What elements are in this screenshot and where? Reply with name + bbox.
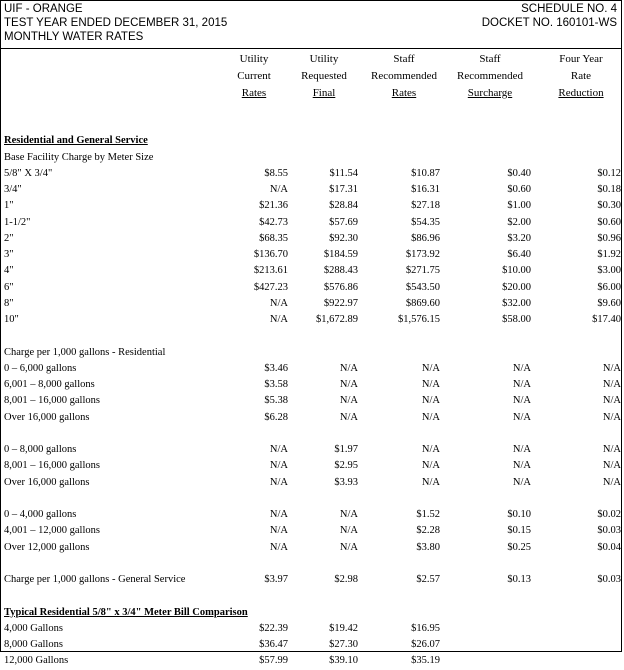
rate-cell: N/A: [339, 395, 358, 407]
rate-cell: $1,672.89: [316, 314, 358, 325]
rate-cell: N/A: [269, 509, 288, 520]
rate-cell: $0.13: [507, 574, 531, 585]
rate-cell: N/A: [421, 476, 440, 488]
row-label: 6,001 – 8,000 gallons: [4, 379, 95, 390]
table-row: [1, 117, 623, 133]
rate-cell: $136.70: [253, 249, 288, 260]
rate-cell: N/A: [269, 297, 288, 309]
rate-cell: $0.15: [507, 525, 531, 537]
row-label: 12,000 Gallons: [4, 655, 69, 667]
rate-cell: N/A: [339, 362, 358, 374]
rate-cell: N/A: [269, 444, 288, 455]
row-label: 5/8" X 3/4": [4, 167, 53, 179]
rate-cell: $27.18: [411, 200, 440, 212]
rate-cell: $0.60: [507, 184, 531, 195]
rate-cell: N/A: [421, 395, 440, 407]
rate-cell: N/A: [269, 460, 288, 472]
column-header-utility-requested: Utility Requested Final: [301, 53, 347, 99]
rate-cell: $0.96: [597, 232, 621, 244]
table-row: [1, 410, 623, 426]
rate-cell: N/A: [512, 395, 531, 407]
rate-cell: N/A: [339, 379, 358, 390]
rate-cell: $36.47: [259, 639, 288, 650]
rate-cell: N/A: [421, 362, 440, 374]
row-label: 8": [4, 297, 14, 309]
rate-cell: N/A: [269, 476, 288, 488]
rate-cell: $92.30: [329, 232, 358, 244]
column-header-staff-recommended-rates: Staff Recommended Rates: [371, 53, 437, 99]
rate-cell: $271.75: [405, 265, 440, 277]
rate-cell: $184.59: [323, 249, 358, 260]
row-label: Base Facility Charge by Meter Size: [4, 151, 154, 163]
table-row: [1, 442, 623, 458]
rate-cell: $19.42: [329, 622, 358, 634]
rate-cell: $57.99: [259, 655, 288, 667]
table-row: [1, 150, 623, 166]
table-row: [1, 393, 623, 409]
table-row: [1, 263, 623, 279]
rate-cell: $543.50: [405, 281, 440, 293]
rate-cell: N/A: [339, 411, 358, 423]
header-divider: [1, 48, 621, 49]
rate-cell: $922.97: [323, 297, 358, 309]
rate-cell: $0.18: [597, 184, 621, 195]
rate-cell: $17.40: [592, 314, 621, 325]
rate-cell: $5.38: [264, 395, 288, 407]
rate-cell: $26.07: [411, 639, 440, 650]
header-schedule-title: MONTHLY WATER RATES: [4, 31, 144, 43]
rate-cell: $2.28: [416, 525, 440, 537]
rate-cell: N/A: [512, 411, 531, 423]
table-row: [1, 312, 623, 328]
column-header-staff-surcharge: Staff Recommended Surcharge: [457, 53, 523, 99]
table-row: [1, 507, 623, 523]
row-label: 8,001 – 16,000 gallons: [4, 395, 100, 407]
rate-cell: $427.23: [253, 281, 288, 293]
table-row: [1, 426, 623, 442]
row-label: Charge per 1,000 gallons - General Service: [4, 574, 186, 585]
row-label: 2": [4, 232, 14, 244]
rate-cell: $0.12: [597, 167, 621, 179]
row-label: 4,000 Gallons: [4, 622, 63, 634]
rate-cell: $10.00: [502, 265, 531, 277]
rate-cell: $32.00: [502, 297, 531, 309]
table-row: [1, 296, 623, 312]
table-row: [1, 637, 623, 653]
row-label: 1": [4, 200, 14, 212]
rate-cell: N/A: [339, 525, 358, 537]
table-row: [1, 361, 623, 377]
rate-cell: $3.93: [334, 476, 358, 488]
table-row: [1, 215, 623, 231]
rate-cell: $10.87: [411, 167, 440, 179]
rate-cell: $6.28: [264, 411, 288, 423]
rate-cell: $0.04: [597, 541, 621, 553]
rate-cell: N/A: [602, 460, 621, 472]
table-row: [1, 345, 623, 361]
table-row: [1, 198, 623, 214]
rate-cell: N/A: [269, 525, 288, 537]
rate-cell: $0.10: [507, 509, 531, 520]
rate-cell: $3.80: [416, 541, 440, 553]
table-row: [1, 133, 623, 149]
rate-cell: $9.60: [597, 297, 621, 309]
row-label: Over 16,000 gallons: [4, 476, 90, 488]
row-label: 6": [4, 281, 14, 293]
rate-cell: N/A: [339, 509, 358, 520]
rate-cell: $22.39: [259, 622, 288, 634]
row-label: 0 – 8,000 gallons: [4, 444, 77, 455]
row-label: 10": [4, 314, 19, 325]
rate-cell: $213.61: [253, 265, 288, 277]
rate-cell: $0.02: [597, 509, 621, 520]
rate-cell: $3.58: [264, 379, 288, 390]
rate-cell: $1.00: [507, 200, 531, 212]
rate-cell: N/A: [602, 444, 621, 455]
rate-cell: $6.00: [597, 281, 621, 293]
rate-cell: $21.36: [259, 200, 288, 212]
rate-cell: $576.86: [323, 281, 358, 293]
rate-cell: N/A: [421, 460, 440, 472]
rate-table-body: [1, 117, 623, 670]
rate-cell: N/A: [512, 476, 531, 488]
table-row: [1, 523, 623, 539]
rate-cell: $28.84: [329, 200, 358, 212]
rate-cell: $2.00: [507, 216, 531, 228]
row-label: 3": [4, 249, 14, 260]
column-header-utility-current: Utility Current Rates: [237, 53, 271, 99]
table-row: [1, 377, 623, 393]
rate-cell: $173.92: [405, 249, 440, 260]
rate-cell: $27.30: [329, 639, 358, 650]
rate-cell: $0.40: [507, 167, 531, 179]
rate-cell: $0.03: [597, 525, 621, 537]
table-row: [1, 458, 623, 474]
rate-cell: N/A: [421, 379, 440, 390]
rate-cell: N/A: [421, 411, 440, 423]
rate-cell: $288.43: [323, 265, 358, 277]
rate-cell: N/A: [512, 460, 531, 472]
rate-cell: $0.03: [597, 574, 621, 585]
table-row: [1, 621, 623, 637]
row-label: 0 – 4,000 gallons: [4, 509, 77, 520]
table-row: [1, 605, 623, 621]
table-row: [1, 653, 623, 669]
row-label: Charge per 1,000 gallons - Residential: [4, 346, 166, 358]
rate-cell: N/A: [602, 395, 621, 407]
header-docket-number: DOCKET NO. 160101-WS: [481, 17, 617, 29]
rate-cell: $16.95: [411, 622, 440, 634]
rate-cell: $11.54: [329, 167, 358, 179]
rate-cell: $1.52: [416, 509, 440, 520]
section-heading: Typical Residential 5/8" x 3/4" Meter Bill Comparison: [4, 606, 248, 618]
table-row: [1, 166, 623, 182]
table-row: [1, 588, 623, 604]
table-row: [1, 280, 623, 296]
rate-cell: N/A: [602, 362, 621, 374]
section-heading: Residential and General Service: [4, 135, 148, 147]
row-label: 0 – 6,000 gallons: [4, 362, 77, 374]
rate-cell: $16.31: [411, 184, 440, 195]
rate-cell: N/A: [602, 411, 621, 423]
rate-cell: $6.40: [507, 249, 531, 260]
row-label: 8,000 Gallons: [4, 639, 63, 650]
rate-cell: $2.57: [416, 574, 440, 585]
table-row: [1, 556, 623, 572]
row-label: 3/4": [4, 184, 22, 195]
rate-cell: $86.96: [411, 232, 440, 244]
row-label: Over 12,000 gallons: [4, 541, 90, 553]
rate-cell: $39.10: [329, 655, 358, 667]
rate-cell: $0.30: [597, 200, 621, 212]
rate-cell: $35.19: [411, 655, 440, 667]
row-label: 8,001 – 16,000 gallons: [4, 460, 100, 472]
rate-cell: $0.60: [597, 216, 621, 228]
table-row: [1, 540, 623, 556]
rate-cell: N/A: [421, 444, 440, 455]
rate-cell: $0.25: [507, 541, 531, 553]
rate-cell: N/A: [269, 184, 288, 195]
header-test-year: TEST YEAR ENDED DECEMBER 31, 2015: [4, 17, 228, 29]
header-schedule-number: SCHEDULE NO. 4: [521, 3, 617, 15]
rate-cell: N/A: [339, 541, 358, 553]
header-utility-name: UIF - ORANGE: [4, 3, 83, 15]
rate-cell: $42.73: [259, 216, 288, 228]
rate-cell: $57.69: [329, 216, 358, 228]
rate-cell: $3.20: [507, 232, 531, 244]
rate-cell: $1.92: [597, 249, 621, 260]
rate-cell: $68.35: [259, 232, 288, 244]
rate-cell: $3.97: [264, 574, 288, 585]
row-label: 4,001 – 12,000 gallons: [4, 525, 100, 537]
table-row: [1, 475, 623, 491]
rate-cell: $58.00: [502, 314, 531, 325]
rate-cell: N/A: [269, 314, 288, 325]
row-label: Over 16,000 gallons: [4, 411, 90, 423]
rate-cell: N/A: [602, 379, 621, 390]
row-label: 4": [4, 265, 14, 277]
rate-cell: $1.97: [334, 444, 358, 455]
rate-cell: $3.46: [264, 362, 288, 374]
rate-cell: $1,576.15: [398, 314, 440, 325]
column-header-four-year-reduction: Four Year Rate Reduction: [558, 53, 604, 99]
rate-cell: N/A: [512, 379, 531, 390]
table-row: [1, 182, 623, 198]
rate-cell: $2.98: [334, 574, 358, 585]
rate-cell: $869.60: [405, 297, 440, 309]
table-row: [1, 572, 623, 588]
rate-cell: N/A: [269, 541, 288, 553]
rate-cell: $3.00: [597, 265, 621, 277]
table-row: [1, 328, 623, 344]
rate-cell: N/A: [512, 362, 531, 374]
rate-cell: $8.55: [264, 167, 288, 179]
rate-cell: $17.31: [329, 184, 358, 195]
table-row: [1, 247, 623, 263]
rate-cell: $20.00: [502, 281, 531, 293]
rate-cell: $2.95: [334, 460, 358, 472]
table-row: [1, 231, 623, 247]
rate-cell: $54.35: [411, 216, 440, 228]
rate-cell: N/A: [512, 444, 531, 455]
table-row: [1, 491, 623, 507]
row-label: 1-1/2": [4, 216, 31, 228]
rate-cell: N/A: [602, 476, 621, 488]
